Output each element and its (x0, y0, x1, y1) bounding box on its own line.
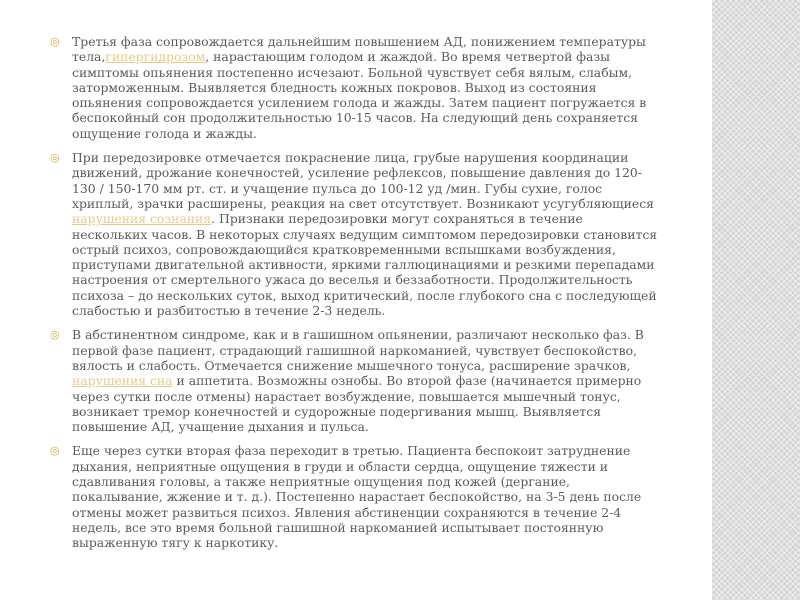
decorative-stripe (712, 0, 800, 600)
paragraph-text: , нарастающим голодом и жаждой. Во время четвертой фазы симптомы опьянения постепенно исчезают. Больной чувствует себя вялым, слабым, заторможенным. Выявляется бледность кожных покровов. Выход из состояния опьянения сопровождается усилением голода и жажды. Затем пациент погружается в беспокойный сон продолжительностью 10-15 часов. На следующий день сохраняется ощущение голода и жажды. (72, 49, 647, 141)
paragraph (50, 150, 662, 318)
hyperlink[interactable]: нарушения сознания (72, 211, 212, 227)
paragraph-text: . Признаки передозировки могут сохраняться в течение нескольких часов. В некоторых случаях ведущим симптомом передозировки становится острый психоз, сопровождающийся кратковременными вспышками возбуждения, приступами двигательной активности, яркими галлюцинациями и резкими перепадами настроения от смертельного ужаса до веселья и беззаботности. Продолжительность психоза – до нескольких суток, выход критический, после глубокого сна с последующей слабостью и разбитостью в течение 2-3 недель. (72, 211, 658, 319)
paragraph-text: В абстинентном синдроме, как и в гашишном опьянении, различают несколько фаз. В первой фазе пациент, страдающий гашишной наркоманией, чувствует беспокойство, вялость и слабость. Отмечается снижение мышечного тонуса, расширение зрачков, (72, 327, 644, 373)
bullet-icon: ◎ (50, 35, 60, 48)
paragraph-text: и аппетита. Возможны ознобы. Во второй фазе (начинается примерно через сутки после отмены) нарастает возбуждение, повышается мышечный тонус, возникает тремор конечностей и судорожные подергивания мышц. Выявляется повышение АД, учащение дыхания и пульса. (72, 373, 642, 435)
paragraph-text: При передозировке отмечается покраснение лица, грубые нарушения координации движений, дрожание конечностей, усиление рефлексов, повышение давления до 120-130 / 150-170 мм рт. ст. и учащение пульса до 100-12 уд /мин. Губы сухие, голос хриплый, зрачки расширены, реакция на свет отсутствует. Возникают усугубляющиеся (72, 150, 654, 211)
hyperlink[interactable]: нарушения сна (72, 373, 173, 389)
paragraph (50, 34, 662, 141)
paragraph (50, 327, 662, 434)
bullet-icon: ◎ (50, 151, 60, 165)
paragraph-text: Еще через сутки вторая фаза переходит в третью. Пациента беспокоит затруднение дыхания, неприятные ощущения в груди и области сердца, ощущение тяжести и сдавливания головы, а также неприятные ощущения под кожей (дергание, покалывание, жжение и т. д.). Постепенно нарастает беспокойство, на 3-5 день после отмены может развиться психоз. Явления абстиненции сохраняются в течение 2-4 недель, все это время больной гашишной наркоманией испытывает постоянную выраженную тягу к наркотику. (72, 443, 642, 551)
paragraph (50, 443, 662, 550)
slide-content (50, 34, 662, 560)
hyperlink[interactable]: гипергидрозом (105, 49, 206, 65)
bullet-icon: ◎ (50, 328, 60, 342)
bullet-icon: ◎ (50, 444, 60, 458)
paragraph-text: Третья фаза сопровождается дальнейшим повышением АД, понижением температуры тела, (72, 34, 646, 65)
